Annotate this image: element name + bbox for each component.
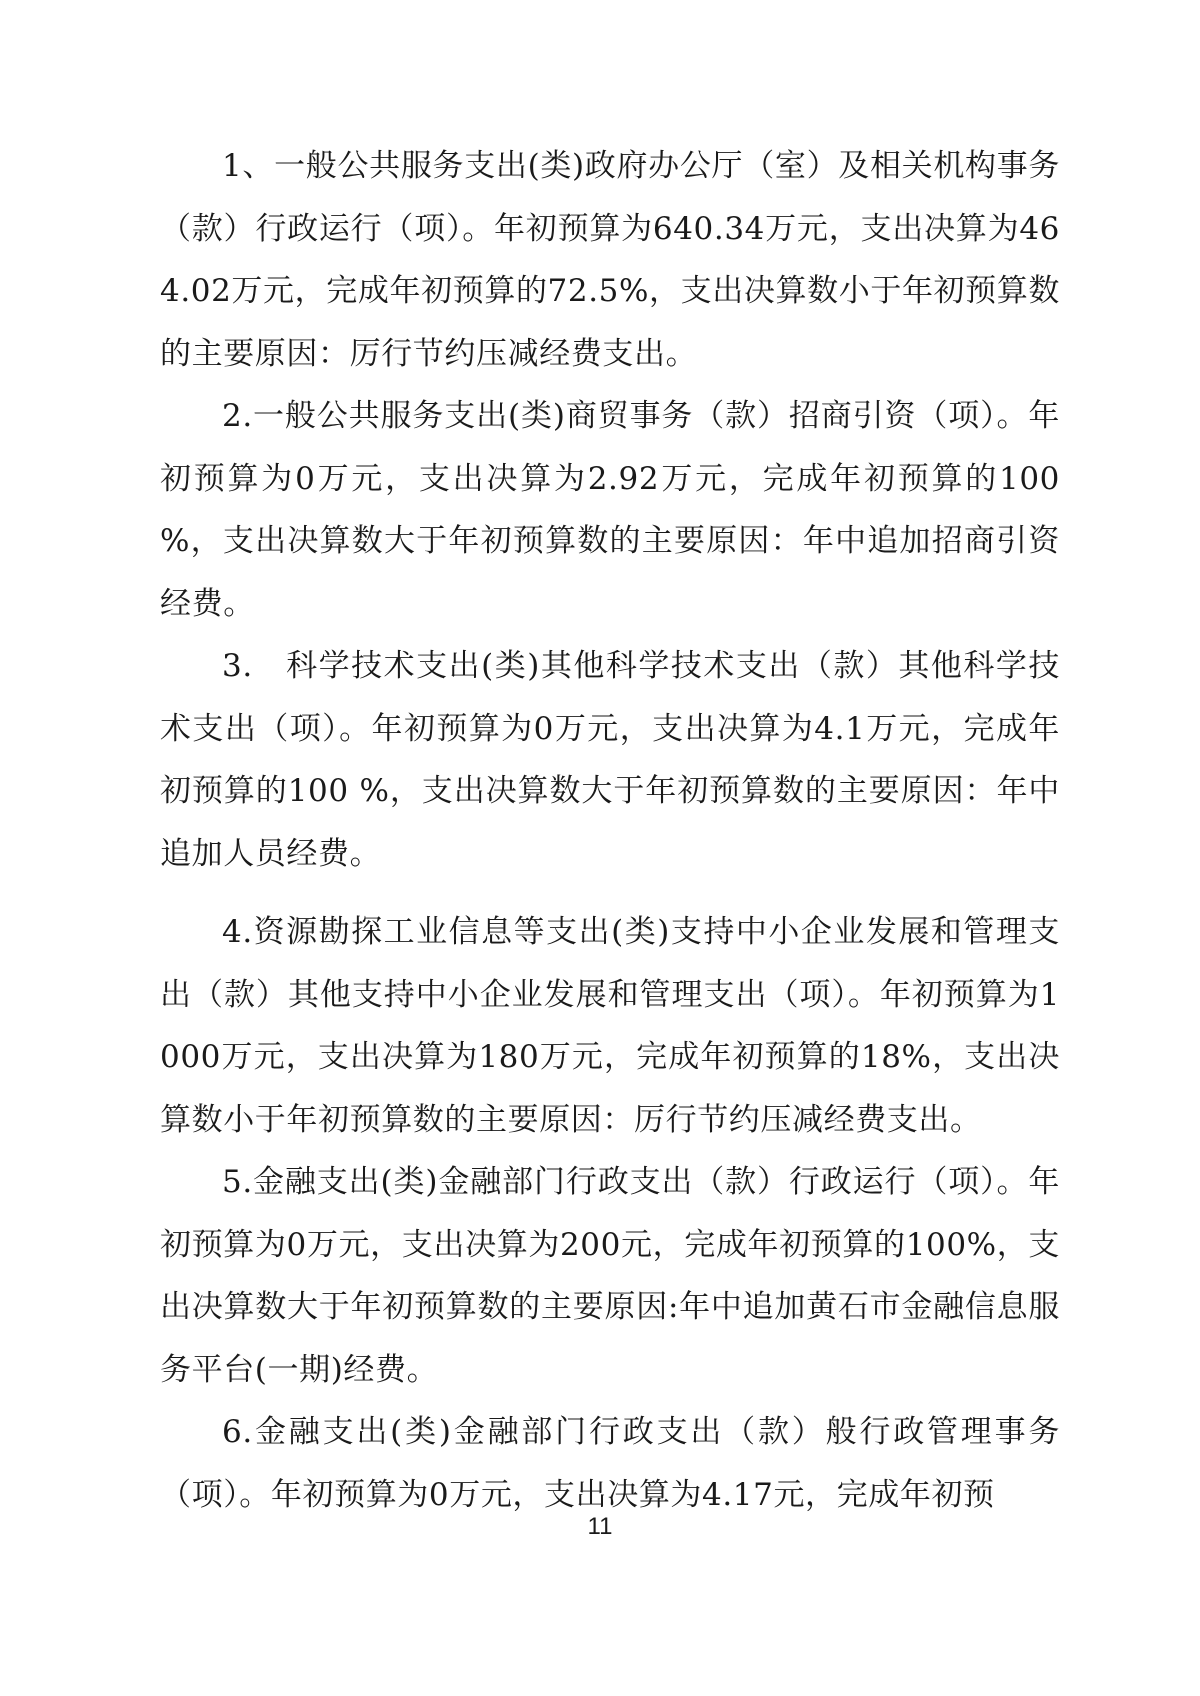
paragraph-item-5: 5.金融支出(类)金融部门行政支出（款）行政运行（项）。年初预算为0万元，支出决算为200元，完成年初预算的100%，支出决算数大于年初预算数的主要原因:年中追加黄石市金融信息服务平台(一期)经费。 xyxy=(160,1164,1060,1388)
paragraph-item-2: 2.一般公共服务支出(类)商贸事务（款）招商引资（项）。年初预算为0万元，支出决算为2.92万元，完成年初预算的100 %，支出决算数大于年初预算数的主要原因：年中追加招商引资经费。 xyxy=(160,398,1060,622)
document-body xyxy=(160,135,1060,1526)
paragraph-item-4: 4.资源勘探工业信息等支出(类)支持中小企业发展和管理支出（款）其他支持中小企业发展和管理支出（项）。年初预算为1000万元，支出决算为180万元，完成年初预算的18%，支出决算数小于年初预算数的主要原因：厉行节约压减经费支出。 xyxy=(160,914,1060,1138)
paragraph-item-6: 6.金融支出(类)金融部门行政支出（款）般行政管理事务（项）。年初预算为0万元，支出决算为4.17元，完成年初预 xyxy=(160,1414,1060,1513)
paragraph-item-1: 1、一般公共服务支出(类)政府办公厅（室）及相关机构事务（款）行政运行（项）。年初预算为640.34万元，支出决算为464.02万元，完成年初预算的72.5%，支出决算数小于年初预算数的主要原因：厉行节约压减经费支出。 xyxy=(160,148,1060,372)
paragraph-item-3: 3. 科学技术支出(类)其他科学技术支出（款）其他科学技术支出（项）。年初预算为0万元，支出决算为4.1万元，完成年初预算的100 %，支出决算数大于年初预算数的主要原因：年中追加人员经费。 xyxy=(160,648,1060,872)
page-number: 11 xyxy=(587,1513,613,1540)
